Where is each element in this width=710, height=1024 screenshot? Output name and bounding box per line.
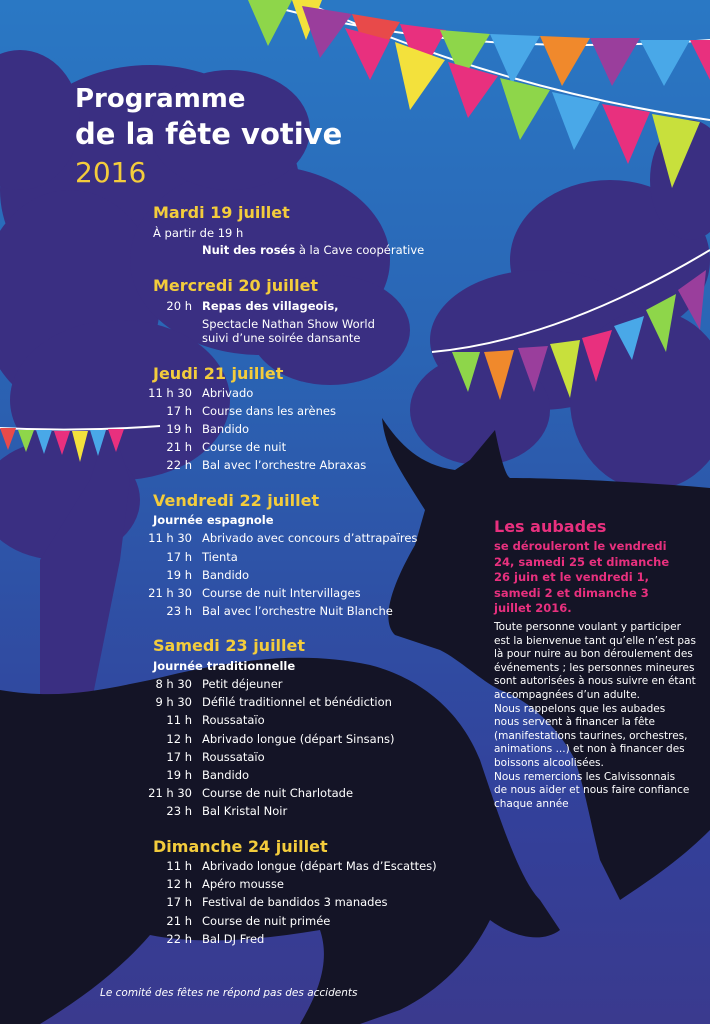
event-activity: Bal avec l’orchestre Abraxas — [202, 458, 367, 472]
event-time: 19 h — [166, 768, 192, 782]
aubades-body-line: de nous aider et nous faire confiance — [494, 784, 690, 797]
aubades-body-line: événements ; les personnes mineures — [494, 661, 695, 674]
event-time: 12 h — [166, 732, 192, 746]
event-activity: Course de nuit primée — [202, 914, 331, 928]
event-time: 9 h 30 — [155, 695, 192, 709]
event-time: 11 h — [166, 713, 192, 727]
aubades-body-line: sont autorisées à nous suivre en étant — [494, 675, 696, 688]
aubades-body-line: (manifestations taurines, orchestres, — [494, 729, 688, 742]
aubades-body-line: Nous rappelons que les aubades — [494, 702, 666, 715]
event-activity: Défilé traditionnel et bénédiction — [202, 695, 392, 709]
event-activity: Tienta — [202, 550, 238, 564]
day-heading-dimanche: Dimanche 24 juillet — [153, 837, 328, 856]
title-year: 2016 — [75, 156, 147, 189]
event-activity: Course de nuit — [202, 440, 287, 454]
event-activity: Bandido — [202, 422, 250, 436]
event-activity: Abrivado — [202, 386, 254, 400]
aubades-body — [494, 621, 706, 811]
event-time: 23 h — [166, 804, 192, 818]
aubades-subtitle-line: se dérouleront le vendredi — [494, 539, 667, 553]
event-activity: Bandido — [202, 568, 250, 582]
event-activity: Bal Kristal Noir — [202, 804, 288, 818]
event-time: 11 h 30 — [148, 386, 192, 400]
day-heading-jeudi: Jeudi 21 juillet — [153, 364, 284, 383]
aubades-body-line: est la bienvenue tant qu’elle n’est pas — [494, 634, 696, 647]
aubades-body-line: chaque année — [494, 797, 569, 810]
aubades-body-line: accompagnées d’un adulte. — [494, 688, 641, 701]
event-time: 20 h — [166, 299, 192, 313]
day-subheading-vendredi: Journée espagnole — [153, 513, 274, 527]
event-activity: Abrivado longue (départ Mas d’Escattes) — [202, 859, 437, 873]
aubades-body-line: là pour nuire au bon déroulement des — [494, 648, 693, 661]
aubades-subtitle — [494, 539, 694, 617]
event-time: 22 h — [166, 458, 192, 472]
day-heading-mardi: Mardi 19 juillet — [153, 203, 290, 222]
day-subheading-samedi: Journée traditionnelle — [153, 659, 296, 673]
bunting-top — [248, 0, 710, 188]
aubades-body-line: nous servent à financer la fête — [494, 716, 656, 729]
event-time: 12 h — [166, 877, 192, 891]
event-time: 22 h — [166, 932, 192, 946]
venue-rest: à la Cave coopérative — [295, 243, 425, 257]
title-line-2: de la fête votive — [75, 117, 343, 151]
event-time: 17 h — [166, 750, 192, 764]
footer-disclaimer: Le comité des fêtes ne répond pas des accidents — [100, 987, 358, 999]
event-activity: Bal DJ Fred — [202, 932, 265, 946]
event-time: 21 h 30 — [148, 586, 192, 600]
title-line-1: Programme — [75, 84, 246, 114]
event-activity: Course dans les arènes — [202, 404, 336, 418]
venue-bold: Nuit des rosés — [202, 243, 296, 257]
aubades-body-line: animations ...) et non à financer des — [494, 743, 685, 756]
event-activity: Roussataïo — [202, 750, 265, 764]
day-note-mardi: À partir de 19 h — [153, 226, 244, 240]
event-time: 17 h — [166, 895, 192, 909]
event-time: 21 h — [166, 440, 192, 454]
aubades-body-line: boissons alcoolisées. — [494, 756, 604, 769]
event-activity: Course de nuit Charlotade — [202, 786, 354, 800]
event-time: 8 h 30 — [155, 677, 192, 691]
event-activity: Repas des villageois, — [202, 299, 339, 313]
venue-mardi — [202, 243, 424, 257]
aubades-body-line: Toute personne voulant y participer — [494, 621, 681, 633]
event-activity: Abrivado longue (départ Sinsans) — [202, 732, 395, 746]
day-heading-vendredi: Vendredi 22 juillet — [153, 491, 320, 510]
event-time: 19 h — [166, 422, 192, 436]
day-heading-samedi: Samedi 23 juillet — [153, 636, 306, 655]
event-activity: Bandido — [202, 768, 250, 782]
event-time: 21 h — [166, 914, 192, 928]
aubades-subtitle-line: 26 juin et le vendredi 1, — [494, 570, 650, 584]
event-activity: Abrivado avec concours d’attrapaïres — [202, 531, 418, 545]
event-time: 11 h 30 — [148, 531, 192, 545]
event-time: 17 h — [166, 404, 192, 418]
aubades-subtitle-line: 24, samedi 25 et dimanche — [494, 554, 670, 569]
event-activity: Bal avec l’orchestre Nuit Blanche — [202, 604, 393, 618]
day-heading-mercredi: Mercredi 20 juillet — [153, 276, 319, 295]
event-activity: suivi d’une soirée dansante — [202, 331, 361, 345]
aubades-title: Les aubades — [494, 517, 607, 536]
event-activity: Roussataïo — [202, 713, 265, 727]
event-activity: Festival de bandidos 3 manades — [202, 895, 388, 909]
event-activity: Spectacle Nathan Show World — [202, 317, 375, 331]
event-time: 19 h — [166, 568, 192, 582]
event-activity: Course de nuit Intervillages — [202, 586, 361, 600]
event-time: 21 h 30 — [148, 786, 192, 800]
aubades-body-line: Nous remercions les Calvissonnais — [494, 770, 676, 783]
event-activity: Petit déjeuner — [202, 677, 283, 691]
event-time: 17 h — [166, 550, 192, 564]
event-activity: Apéro mousse — [202, 877, 284, 891]
event-time: 11 h — [166, 859, 192, 873]
aubades-subtitle-line: samedi 2 et dimanche 3 — [494, 585, 649, 600]
event-time: 23 h — [166, 604, 192, 618]
aubades-subtitle-line: juillet 2016. — [494, 601, 572, 615]
